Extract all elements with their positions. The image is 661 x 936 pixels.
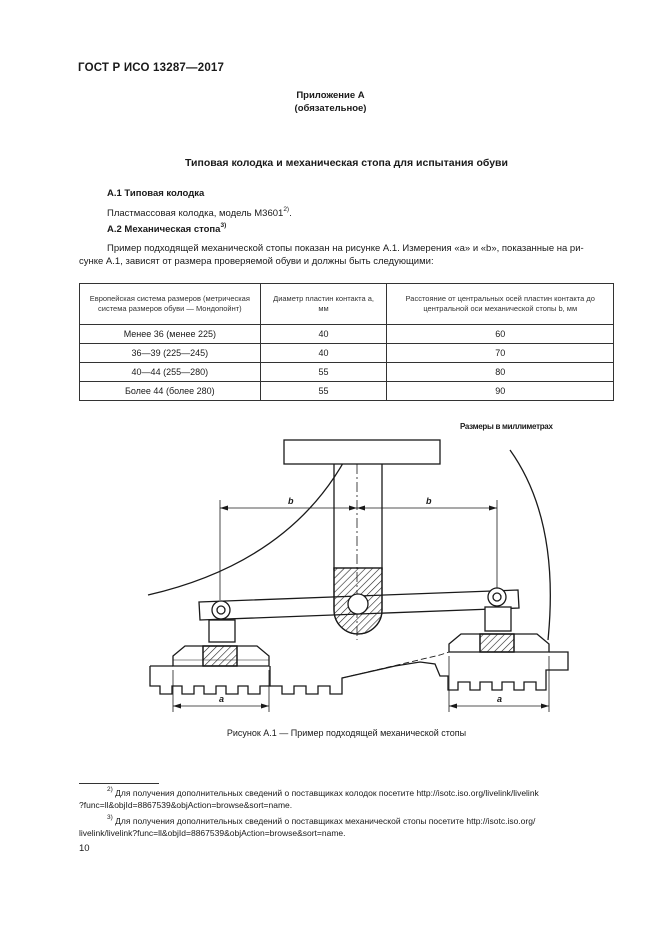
table-cell: 80 (387, 363, 614, 382)
dimension-b-right-label: b (426, 496, 432, 506)
footnote-3-marker: 3) (107, 814, 113, 822)
subsection-a1-heading: А.1 Типовая колодка (107, 188, 205, 199)
footnote-2-line1: Для получения дополнительных сведений о поставщиках колодок посетите http://isotc.iso.org/livelink/livelink (115, 788, 539, 798)
appendix-status: (обязательное) (294, 103, 367, 114)
table-cell: 90 (387, 382, 614, 401)
footnote-3 (79, 816, 614, 839)
dimension-a-right-label: a (497, 694, 503, 704)
a2-paragraph-line1: Пример подходящей механической стопы показан на рисунке А.1. Измерения «a» и «b», показанные на ри- (107, 243, 584, 254)
section-title: Типовая колодка и механическая стопа для испытания обуви (185, 157, 508, 169)
footnote-2-marker: 2) (107, 786, 113, 794)
table-cell: Менее 36 (менее 225) (80, 325, 261, 344)
table-header-cell: Диаметр пластин контакта a, мм (260, 284, 387, 325)
top-plate (284, 440, 440, 464)
table-cell: 40—44 (255—280) (80, 363, 261, 382)
table-cell: Более 44 (более 280) (80, 382, 261, 401)
table-cell: 36—39 (225—245) (80, 344, 261, 363)
figure-units-note: Размеры в миллиметрах (460, 422, 553, 431)
table-cell: 60 (387, 325, 614, 344)
table-cell: 55 (260, 382, 387, 401)
footnote-2 (79, 788, 614, 811)
footnote-3-line2: livelink/livelink?func=ll&objId=8867539&objAction=browse&sort=name. (79, 827, 346, 838)
footnote-2-line2: ?func=ll&objId=8867539&objAction=browse&sort=name. (79, 799, 293, 810)
table-cell: 55 (260, 363, 387, 382)
page-number: 10 (79, 843, 90, 854)
a1-text: Пластмассовая колодка, модель М3601 (107, 208, 284, 219)
table-header-cell: Расстояние от центральных осей пластин контакта до центральной оси механической стопы b, мм (387, 284, 614, 325)
document-header: ГОСТ Р ИСО 13287—2017 (78, 62, 225, 74)
footnote-3-line1: Для получения дополнительных сведений о поставщиках механической стопы посетите http://isotc.iso.org/ (115, 816, 536, 826)
dimension-b-left-label: b (288, 496, 294, 506)
table-header-cell: Европейская система размеров (метрическая система размеров обуви — Мондопойнт) (80, 284, 261, 325)
footnote-divider (79, 783, 159, 784)
a2-heading-text: А.2 Механическая стопа (107, 224, 221, 235)
table-cell: 70 (387, 344, 614, 363)
dimension-a-left-label: a (219, 694, 225, 704)
right-arc (510, 450, 550, 640)
table-cell: 40 (260, 325, 387, 344)
pivot-pin (348, 594, 368, 614)
a1-text-end: . (289, 208, 292, 219)
a2-paragraph-line2: сунке А.1, зависят от размера проверяемой обуви и должны быть следующими: (79, 256, 434, 267)
footnote-ref-2: 2) (283, 205, 290, 213)
figure-caption: Рисунок А.1 — Пример подходящей механической стопы (226, 728, 467, 738)
footnote-ref-3: 3) (220, 221, 227, 229)
table-cell: 40 (260, 344, 387, 363)
appendix-title: Приложение А (296, 90, 365, 101)
